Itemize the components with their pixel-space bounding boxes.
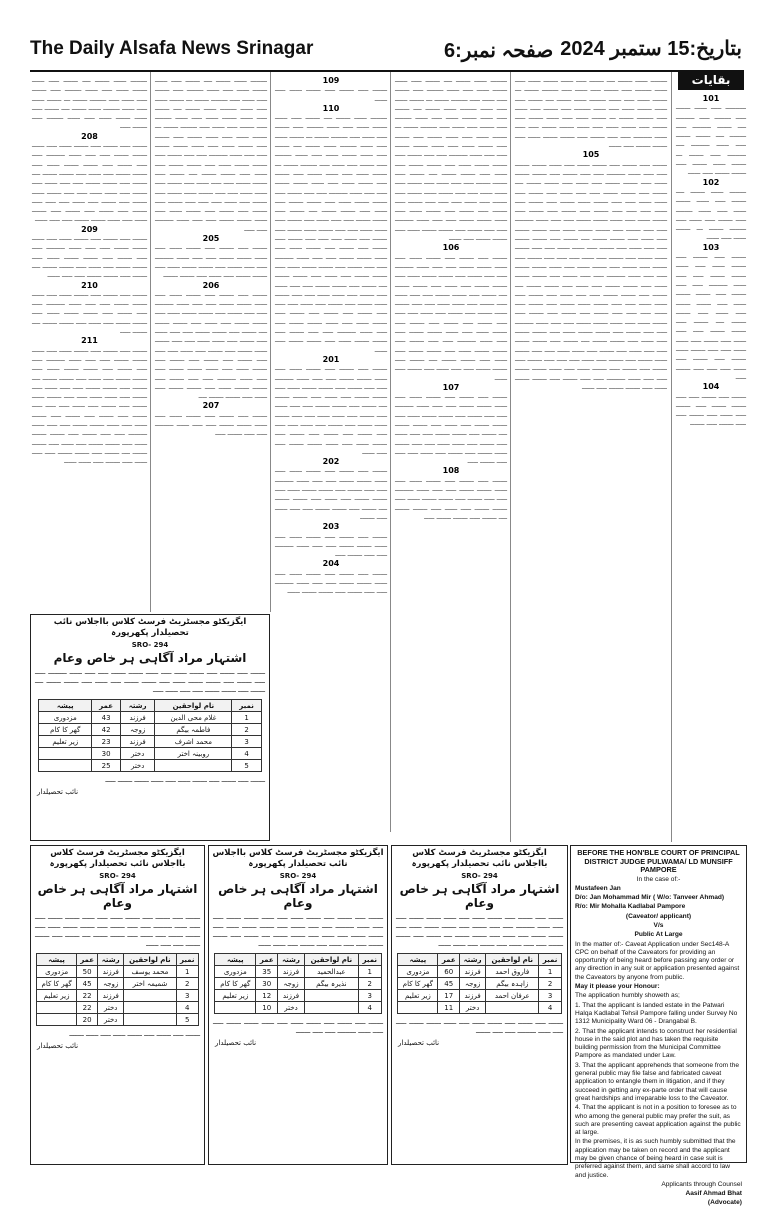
table-cell: 4	[232, 748, 262, 760]
table-row	[39, 724, 262, 736]
notice-footer: ـــــــ ـــــ ـــــــ ـــــ ـــــــ ــــــ ـــــ ــــــ ـــــــ ـــــــ ـــــ ـــــ ــــــ ـــــــــ ـــــ ـــــ ـــــــ	[213, 1018, 383, 1035]
table-cell: 3	[232, 736, 262, 748]
article-number: 109	[322, 76, 340, 85]
notice-footer: ـــــــ ـــــ ـــــــ ـــــ ـــــــ ــــــ ـــــ ــــــ ـــــــ ـــــــ ـــــ ـــــ ــــــ ـــــــــ ـــــ ـــــ ـــــــ	[396, 1018, 563, 1035]
table-cell	[398, 1002, 438, 1014]
legal-notice	[30, 614, 270, 841]
issue-date: بتاریخ:15 ستمبر 2024	[560, 38, 742, 60]
table-row	[39, 736, 262, 748]
article-number: 201	[322, 354, 340, 364]
article-text: ــــــــ ــــــ ـــــــ ــــ ـــــــ ـــــ ــــــ ـــــــ ــــــ ـــــ ــــــ ــــــــ ـــــ ـــــــ ـــــ ــــــ ـــــ ــــــــ ـــــــ ـــ ـــــــ ــــــ ـــــ ــــــ ــــــــ ــــــ ـــــــ ــــ ـــــــ ـــــ ــــــ ـــــــ ــــــ ـــــ ــــــ ــــــــ ـــــ ـــــــ ـــــ ــــــ ـــــ ــــــــ ـــــــ ـــ ـــــــ ــــــ ـــــ ــــــ ـــــــ ـــــ ـــــــ ـــــ ـــــــ ــــــ ـــــ ــــــ ـــــــ ـــــــ ـــــ ـــــ ــــــ ـــــــــ ـــــ ـــــ ـــــــ ـــــ ـــــــ ـــــــ ــــــ ـــــ ـــــــ ـــــــ ـــــ ــــــ ـــــ ـــــــ ـــــــ ــــ ـــــــ ـــــ ـــــــ ـــــــ ـــــ ـــــ ــــــ ـــــ ـــــــ ـــــ ــــــ ــــــ ـــــ ـــــ ـــــــ ــــــ ـــــــ ـــــ ـــــــ ـــــ ــــــ ـــــ ـــــ ـــــ ـــــــ ـــــ ـــــــ ـــــ ـــــــ ـــــ ـــــــ ــــــ ـــــ ــــــ ـــــــ ـــــــ ـــــ ـــــ ــــــ ـــــــــ ـــــ ـــــ	[155, 76, 267, 233]
counsel-title: (Advocate)	[707, 1199, 742, 1207]
article-text: ـــــــ ـــــ ـــــــ ـــــ ـــــــ ــــــ ـــــ ــــــ ـــــــ ـــــــ ـــــ ـــــ ــــــ ـــــــــ ـــــ ـــــ ـــــــ ـــــ ـــــــ ـــــــ ــــــ ـــــ ـــــــ ـــــــ ـــــ ــــــ ـــــ ـــــــ ـــــــ ــــ ـــــــ ـــــ ـــــــ ـــــــ ـــــ ـــــ ــــــ	[32, 234, 147, 280]
article-text: ـــــــ ـــــ ـــــــ ـــــ ـــــــ ــــــ ـــــ ــــــ ـــــــ ـــــــ ـــــ ـــــ ــــــ ـــــــــ ـــــ ـــــ ـــــــ ـــــ ـــــــ ـــــــ ــــــ ـــــ ـــــــ ـــــــ ـــــ ــــــ ـــــ ـــــــ ـــــــ ــــ ـــــــ ـــــ ـــــــ ـــــــ ـــــ ـــــ ــــــ ـــــ ـــــــ ـــــ ــــــ ــــــ ـــــ ـــــ ـــــــ ــــــ ـــــــ ـــــ ـــــــ ـــــ ــــــ ـــــ ـــــ ـــــ ـــــــ ـــــ	[395, 392, 507, 466]
table-cell: فرزند	[460, 990, 486, 1002]
article-number: 104	[702, 382, 720, 392]
caveator-parent: D/o: Jan Mohammad Mir ( W/o: Tanveer Ahmad)	[575, 894, 725, 902]
section-tag: بقایات	[678, 70, 744, 90]
table-cell: 22	[76, 1002, 97, 1014]
table-cell	[304, 990, 358, 1002]
para-1: 1. That the applicant is landed estate in the Patwari Halqa Kadlabal Tehsil Pampore falling under Survey No 1312 Municipality Ward 06 - Drangabal B.	[575, 1001, 738, 1026]
table-cell: 35	[256, 966, 278, 978]
table-cell: گھر کا کام	[37, 978, 77, 990]
table-cell: مزدوری	[39, 712, 92, 724]
notice-header: ایگزیکٹو مجسٹریٹ فرسٹ کلاس بااجلاس نائب تحصیلدار پکھرپورہ	[411, 848, 548, 869]
table-row	[398, 978, 562, 990]
table-cell: 23	[92, 736, 121, 748]
caveator-role: (Caveator/ applicant)	[625, 912, 692, 920]
table-cell: شمیمہ اختر	[124, 978, 177, 990]
table-cell	[124, 1002, 177, 1014]
col-header: پیشہ	[215, 954, 256, 966]
col-header: عمر	[438, 954, 460, 966]
col-header: عمر	[92, 700, 121, 712]
col-header: نام لواحقین	[124, 954, 177, 966]
table-cell: گھر کا کام	[398, 978, 438, 990]
table-cell	[37, 1014, 77, 1026]
notice-signature: نائب تحصیلدار	[215, 1039, 257, 1047]
article-number: 203	[322, 522, 340, 532]
table-cell: 5	[232, 760, 262, 772]
notice-body: ـــــــ ـــــ ـــــــ ـــــ ـــــــ ــــــ ـــــ ــــــ ـــــــ ـــــــ ـــــ ـــــ ــــــ ـــــــــ ـــــ ـــــ ـــــــ ـــــ ـــــــ ـــــــ ــــــ ـــــ ـــــــ ـــــــ ـــــ ــــــ ـــــ ـــــــ ـــــــ ــــ ـــــــ ـــــ ـــــــ ـــــــ ـــــ ـــــ ــــــ	[35, 913, 200, 948]
article-text: ـــــــ ـــــ ـــــــ ـــــ ـــــــ ــــــ ـــــ ــــــ	[275, 85, 387, 103]
notice-signature: نائب تحصیلدار	[37, 788, 79, 796]
table-cell: 2	[539, 978, 561, 990]
table-row	[215, 978, 381, 990]
prayer: In the premises, it is as such humbly submitted that the application may be taken on record and the applicant may be given chance of being heard in case suit is preferred against them, and same shall accord to law and justice.	[575, 1138, 736, 1179]
table-cell: فرزند	[278, 966, 305, 978]
heirs-table	[397, 953, 562, 1014]
article-column-2	[515, 76, 667, 841]
caveator-address: R/o: Mir Mohalla Kadlabal Pampore	[575, 903, 686, 911]
table-cell: 60	[438, 966, 460, 978]
table-cell: عرفان احمد	[486, 990, 539, 1002]
notice-signature: نائب تحصیلدار	[37, 1042, 79, 1050]
notice-header: ایگزیکٹو مجسٹریٹ فرسٹ کلاس بااجلاس نائب تحصیلدار پکھرپورہ	[212, 848, 384, 869]
table-cell: نذیرہ بیگم	[304, 978, 358, 990]
legal-notice	[391, 845, 568, 1165]
matter: In the matter of:- Caveat Application under Sec148-A CPC on behalf of the Caveators for providing an opportunity of being heard before passing any order or any direction in any suit or application presented against the Caveators by anyone from public.	[575, 940, 740, 981]
notice-ref: SRO- 294	[131, 641, 169, 649]
notice-footer: ـــــــ ـــــ ـــــــ ـــــ ـــــــ ــــــ ـــــ ــــــ ـــــــ	[69, 1030, 200, 1038]
article-number: 206	[202, 280, 220, 290]
column-rule	[390, 72, 391, 832]
article-number: 105	[582, 150, 600, 160]
table-cell: فرزند	[120, 712, 155, 724]
article-number: 205	[202, 234, 220, 244]
table-cell: فرزند	[278, 990, 305, 1002]
table-cell: دختر	[278, 1002, 305, 1014]
article-text: ـــــــ ـــــ ـــــــ ـــــ ـــــــ ــــــ ـــــ ــــــ ـــــــ ـــــــ ـــــ ـــــ ــــــ ـــــــــ ـــــ ـــــ ـــــــ ـــــ ـــــــ ـــــــ ــــــ ـــــ ـــــــ ـــــــ ـــــ ــــــ ـــــ ـــــــ ـــــــ ــــ ـــــــ ـــــ	[32, 289, 147, 336]
table-cell: 1	[539, 966, 561, 978]
table-cell: روبینہ اختر	[155, 748, 232, 760]
table-cell: 45	[76, 978, 97, 990]
table-cell: دختر	[460, 1002, 486, 1014]
article-column-1	[676, 94, 746, 839]
versus: V/s	[653, 921, 664, 929]
col-header: نمبر	[539, 954, 561, 966]
table-cell: 30	[92, 748, 121, 760]
table-cell: 3	[358, 990, 381, 1002]
table-row	[37, 966, 199, 978]
table-row	[37, 1002, 199, 1014]
article-text: ـــــــ ـــــ ـــــــ ـــــ ـــــــ ــــــ ـــــ ــــــ ـــــــ ـــــــ ـــــ ـــــ ــــــ ـــــــــ ـــــ ـــــ ـــــــ ـــــ ـــــــ ـــــــ ــــــ ـــــ ـــــــ ـــــــ ـــــ ــــــ ـــــ ـــــــ ـــــــ ــــ ـــــــ ـــــ ـــــــ ـــــــ ـــــ ـــــ ــــــ ـــــ ـــــــ ـــــ ــــــ ــــــ ـــــ ـــــ ـــــــ ــــــ ـــــــ ـــــ ـــــــ ـــــ ــــــ ـــــ ـــــ ـــــ ـــــــ ـــــ ـــــــ ـــــ ـــــــ ـــــ ـــــــ ــــــ ـــــ ــــــ ـــــــ ـــــــ ـــــ ـــــ ــــــ ـــــــــ ـــــ ـــــ ـــــــ ـــــ ـــــــ ـــــــ ــــــ ـــــ ـــــــ ـــــــ ـــــ ــــــ ـــــ ـــــــ ـــــــ ــــ ـــــــ ـــــ ـــــــ ـــــــ ـــــ ـــــ ــــــ ـــــ ـــــــ ـــــ ــــــ	[395, 252, 507, 382]
article-number: 211	[81, 336, 98, 346]
column-rule	[270, 72, 271, 612]
table-cell: 12	[256, 990, 278, 1002]
table-cell: 10	[256, 1002, 278, 1014]
table-row	[398, 990, 562, 1002]
table-cell: فرزند	[460, 966, 486, 978]
caveator-name: Mustafeen Jan	[575, 884, 621, 892]
para-4: 4. That the applicant is not in a position to foresee as to who among the general public may prefer the suit, as such are presenting caveat application against the public at large.	[575, 1104, 741, 1137]
legal-notice	[208, 845, 388, 1165]
table-cell: غلام محی الدین	[155, 712, 232, 724]
notice-body: ـــــــ ـــــ ـــــــ ـــــ ـــــــ ــــــ ـــــ ــــــ ـــــــ ـــــــ ـــــ ـــــ ــــــ ـــــــــ ـــــ ـــــ ـــــــ ـــــ ـــــــ ـــــــ ــــــ ـــــ ـــــــ ـــــــ ـــــ ــــــ ـــــ ـــــــ ـــــــ ــــ ـــــــ ـــــ ـــــــ ـــــــ ـــــ ـــــ ــــــ ـــــ	[35, 668, 265, 694]
article-column-4	[275, 76, 387, 831]
table-row	[398, 966, 562, 978]
col-header: پیشہ	[37, 954, 77, 966]
table-cell: 4	[539, 1002, 561, 1014]
table-cell	[304, 1002, 358, 1014]
table-cell: 4	[176, 1002, 198, 1014]
article-text: ـــــــ ـــــ ـــــــ ـــــ ـــــــ ــــــ ـــــ ــــــ ـــــــ ـــــــ ـــــ ـــــ ــــــ ـــــــــ ـــــ ـــــ ـــــــ ـــــ ـــــــ ـــــــ ــــــ ـــــ ـــــــ ـــــــ ـــــ ــــــ ـــــ ـــــــ ـــــــ ــــ ـــــــ ـــــ ـــــــ ـــــــ ـــــ ـــــ ــــــ ـــــ ـــــــ ـــــ ــــــ ــــــ ـــــ ـــــ ـــــــ ــــــ ـــــــ ـــــ ـــــــ ـــــ ــــــ ـــــ ـــــ ـــــ ـــــــ ـــــ ـــــــ ـــــ ـــــــ ـــــ ـــــــ ــــــ ـــــ ــــــ ـــــــ ـــــــ ـــــ ـــــ ــــــ	[275, 364, 387, 456]
article-text: ـــــــ ـــــ ـــــــ ـــــ ـــــــ ــــــ ـــــ ــــــ ـــــــ ـــــــ ـــــ ـــــ ــــــ ـــــــــ ـــــ ـــــ ـــــــ ـــــ ـــــــ ـــــــ ــــــ ـــــ ـــــــ ـــــــ ـــــ ــــــ ـــــ ـــــــ ـــــــ ــــ ـــــــ ـــــ ـــــــ ـــــــ ـــــ ـــــ ــــــ ـــــ ـــــــ ـــــ ــــــ ــــــ ـــــ ـــــ ـــــــ ــــــ ـــــــ ـــــ ـــــــ ـــــ ــــــ ـــــ ـــــ ـــــ ـــــــ ـــــ ـــــــ ـــــ ـــــــ ـــــ ـــــــ ــــــ ـــــ ــــــ ـــــــ ـــــــ ـــــ ـــــ ــــــ ـــــــــ ـــــ ـــــ ـــــــ ـــــ ـــــــ ـــــــ ــــــ ـــــ ـــــــ ـــــــ ـــــ ــــــ ـــــ ـــــــ ـــــــ ــــ ـــــــ ـــــ ـــــــ ـــــــ ـــــ ـــــ ــــــ ـــــ ـــــــ ـــــ ــــــ ــــــ ـــــ ـــــ ـــــــ ــــــ ـــــــ ـــــ ـــــــ ـــــ ــــــ ـــــ ـــــ ـــــ ـــــــ ـــــ ـــــــ ـــــ ـــــــ ـــــ ـــــــ ــــــ ـــــ ــــــ ـــــــ ـــــــ ـــــ ـــــ ــــــ ـــــــــ ـــــ ـــــ ـــــــ ـــــ ـــــــ ـــــــ ــــــ ـــــ ـــــــ ـــــــ ـــــ ــــــ ـــــ ـــــــ ـــــــ ــــ ـــــــ ـــــ ـــــــ ـــــــ ـــــ ـــــ ــــــ ـــــ ـــــــ ـــــ ــــــ ــــــ ـــــ ـــــ ـــــــ ــــــ ـــــــ ـــــ ـــــــ ـــــ ــــــ ـــــ ـــــ ـــــ ـــــــ ـــــ ـــــــ ـــــ ـــــــ ـــــ ـــــــ ــــــ ـــــ ــــــ ـــــــ ـــــــ ـــــ ـــــ ــــــ ـــــــــ ـــــ ـــــ ـــــــ ـــــ ـــــــ ـــــــ ــــــ ـــــ ـــــــ ـــــــ ـــــ ــــــ ـــــ ـــــــ ـــــــ ــــ ـــــــ ـــــ ـــــــ ـــــــ ـــــ ـــــ ــــــ ـــــ ـــــــ ـــــ ــــــ ــــــ ـــــ ـــــ ـــــــ ــــــ ـــــــ ـــــ ـــــــ ـــــ ــــــ ـــــ ـــــ ـــــ ـــــــ ـــــ ـــــــ ـــــ ـــــــ ـــــ ـــــــ ــــــ ـــــ ــــــ ـــــــ ـــــــ ـــــ ـــــ ــــــ ـــــــــ ـــــ ـــــ ـــــــ ـــــ ـــــــ ـــــــ ــــــ ـــــ ـــــــ ـــــــ ـــــ ــــــ	[515, 159, 667, 391]
article-text: ـــــــ ـــــ ـــــــ ـــــ ـــــــ ــــــ ـــــ ــــــ ـــــــ ـــــــ ـــــ ـــــ ــــــ ـــــــــ ـــــ ـــــ ـــــــ ـــــ ـــــــ ـــــــ ــــــ ـــــ ـــــــ ـــــــ ـــــ ــــــ ـــــ ـــــــ ـــــــ ــــ ـــــــ ـــــ ـــــــ ـــــــ ـــــ ـــــ ــــــ ـــــ ـــــــ ـــــ ــــــ ــــــ ـــــ ـــــ ـــــــ ــــــ ـــــــ ـــــ ـــــــ ـــــ ــــــ ـــــ ـــــ ـــــ ـــــــ ـــــ ـــــــ ـــــ ـــــــ ـــــ ـــــــ ــــــ ـــــ ــــــ ـــــــ ـــــــ ـــــ ـــــ ــــــ	[32, 141, 147, 224]
table-row	[37, 1014, 199, 1026]
table-cell: 42	[92, 724, 121, 736]
article-text: ـــــــ ـــــ ـــــــ ـــــ ـــــــ ــــــ ـــــ ــــــ ـــــــ ـــــــ ـــــ ـــــ ــــــ ـــــــــ ـــــ ـــــ ـــــــ ـــــ ـــــــ ـــــــ ــــــ ـــــ ـــــــ ـــــــ ـــــ ــــــ ـــــ ـــــــ ـــــــ ــــ ـــــــ ـــــ ـــــــ ـــــــ ـــــ	[395, 475, 507, 521]
table-row	[39, 748, 262, 760]
article-text: ـــــــ ـــــ ـــــــ ـــــ ـــــ ـــــــ ـــــــ ـــــ ـــــــ ـــــ ــــــ ـــــ ـــــــ ـــــ ـــــ ـــــــ ـــــ ـــــــ	[676, 391, 746, 428]
table-cell: فرزند	[98, 966, 124, 978]
table-cell	[124, 1014, 177, 1026]
heirs-table	[38, 699, 262, 772]
col-header: نمبر	[232, 700, 262, 712]
table-row	[398, 1002, 562, 1014]
table-row	[37, 978, 199, 990]
table-cell: زوجہ	[278, 978, 305, 990]
table-cell: 2	[232, 724, 262, 736]
table-cell	[124, 990, 177, 1002]
col-header: نام لواحقین	[304, 954, 358, 966]
article-text: ـــــــ ـــــ ـــــــ ـــــ ـــــــ ــــــ ـــــ ــــــ ـــــــ ـــــــ ـــــ ـــــ ــــــ ـــــــــ ـــــ ـــــ ـــــــ ـــــ	[275, 531, 387, 559]
article-text: ـــــــ ـــــ ـــــــ ـــــ ـــــــ ــــــ ـــــ ــــــ ـــــــ ـــــــ ـــــ ـــــ ــــــ ـــــــــ ـــــ ـــــ ـــــــ ـــــ ـــــــ ـــــــ ــــــ ـــــ ـــــــ ـــــــ ـــــ ــــــ ـــــ ـــــــ ـــــــ ــــ ـــــــ ـــــ ـــــــ ـــــــ ـــــ ـــــ ــــــ ـــــ ـــــــ ـــــ ــــــ ــــــ ـــــ ـــــ ـــــــ ــــــ ـــــــ ـــــ ـــــــ ـــــ ــــــ ـــــ ـــــ ـــــ ـــــــ ـــــ	[676, 252, 746, 381]
table-cell	[155, 760, 232, 772]
notice-title: اشتہار مراد آگاہی ہر خاص وعام	[399, 882, 560, 910]
notice-body: ـــــــ ـــــ ـــــــ ـــــ ـــــــ ــــــ ـــــ ــــــ ـــــــ ـــــــ ـــــ ـــــ ــــــ ـــــــــ ـــــ ـــــ ـــــــ ـــــ ـــــــ ـــــــ ــــــ ـــــ ـــــــ ـــــــ ـــــ ــــــ ـــــ ـــــــ ـــــــ ــــ ـــــــ ـــــ ـــــــ ـــــــ ـــــ ـــــ ــــــ ـــــ ـــــــ ـــــ ــــــ ــــــ	[396, 913, 563, 948]
article-number: 202	[322, 457, 340, 467]
col-header: نمبر	[358, 954, 381, 966]
table-cell: فرزند	[120, 736, 155, 748]
table-cell: دختر	[120, 748, 155, 760]
table-cell	[215, 1002, 256, 1014]
table-cell: 17	[438, 990, 460, 1002]
table-cell: 1	[232, 712, 262, 724]
table-cell: زاہدہ بیگم	[486, 978, 539, 990]
table-cell: 1	[176, 966, 198, 978]
notice-title: اشتہار مراد آگاہی ہر خاص وعام	[218, 882, 378, 910]
article-number: 108	[442, 466, 460, 476]
notice-footer: ـــــــ ـــــ ـــــــ ـــــ ـــــــ ــــــ ـــــ ــــــ ـــــــ ـــــــ ـــــ	[105, 776, 265, 784]
notice-header: ایگزیکٹو مجسٹریٹ فرسٹ کلاس بااجلاس نائب تحصیلدار پکھرپورہ	[53, 617, 247, 638]
table-row	[39, 760, 262, 772]
table-cell: 2	[358, 978, 381, 990]
table-cell	[486, 1002, 539, 1014]
article-number: 208	[81, 131, 98, 141]
table-cell: 25	[92, 760, 121, 772]
table-cell: 2	[176, 978, 198, 990]
article-number: 107	[442, 382, 460, 392]
article-text: ــــــــ ــــــ ـــــــ ــــ ـــــــ ـــــ ــــــ ـــــــ ــــــ ـــــ ــــــ ــــــــ ـــــ ـــــــ ـــــ ــــــ ـــــ ــــــــ ـــــــ ـــ ـــــــ ــــــ ـــــ ــــــ ــــــــ ــــــ ـــــــ ــــ ـــــــ ـــــ ــــــ ـــــــ ــــــ ـــــ ــــــ ــــــــ ـــــ ـــــــ ـــــ ــــــ ـــــ ــــــــ ـــــــ ـــ ـــــــ ــــــ ـــــ ــــــ ـــــــ ـــــ ـــــــ ـــــ ـــــــ ــــــ ـــــ ــــــ ـــــــ ـــــــ ـــــ ـــــ ــــــ ـــــــــ ـــــ ـــــ ـــــــ ـــــ ـــــــ ـــــــ ــــــ ـــــ ـــــــ ـــــــ ـــــ ــــــ	[515, 76, 667, 150]
article-column-6	[32, 76, 147, 611]
notice-title: اشتہار مراد آگاہی ہر خاص وعام	[37, 882, 198, 910]
table-cell: 43	[92, 712, 121, 724]
article-text: ــــــــ ــــــ ـــــــ ــــ ـــــــ ـــــ ــــــ ـــــــ ــــــ ـــــ ــــــ ــــــــ ـــــ ـــــــ ـــــ ــــــ ـــــ ــــــــ ـــــــ ـــ ـــــــ ــــــ ـــــ ــــــ ــــــــ ــــــ ـــــــ ــــ ـــــــ ـــــ ــــــ ـــــــ ــــــ ـــــ ــــــ ــــــــ ـــــ ـــــــ ـــــ	[32, 76, 147, 131]
table-cell: 11	[438, 1002, 460, 1014]
masthead	[30, 30, 742, 72]
table-cell: 3	[176, 990, 198, 1002]
table-row	[37, 990, 199, 1002]
article-number: 209	[81, 224, 98, 234]
table-cell: فاطمہ بیگم	[155, 724, 232, 736]
article-text: ـــــــ ـــــ ـــــــ ـــــ ـــــــ ــــــ ـــــ ــــــ ـــــــ ـــــــ ـــــ ـــــ ــــــ ـــــــــ ـــــ ـــــ ـــــــ ـــــ	[155, 410, 267, 438]
table-cell: گھر کا کام	[215, 978, 256, 990]
article-text: ـــــــ ـــــ ـــــــ ـــــ ـــــــ ــــــ ـــــ ــــــ ـــــــ ـــــــ ـــــ ـــــ ــــــ ـــــــــ ـــــ ـــــ ـــــــ ـــــ ـــــــ ـــــــ ــــــ ـــــ ـــــــ ـــــــ ـــــ ــــــ ـــــ ـــــــ ـــــــ ــــ ـــــــ ـــــ ـــــــ ـــــــ ـــــ ـــــ ــــــ ـــــ ـــــــ	[275, 466, 387, 521]
respondent: Public At Large	[634, 931, 683, 939]
table-cell: مزدوری	[215, 966, 256, 978]
table-cell: دختر	[98, 1014, 124, 1026]
article-text: ـــــــ ـــــ ـــــــ ـــــ ـــــــ ــــــ ـــــ ــــــ ـــــــ ـــــــ ـــــ ـــــ ــــــ ـــــــــ ـــــ ـــــ ـــــــ ـــــ ـــــــ ـــــــ ــــــ ـــــ ـــــــ ـــــــ ـــــ ــــــ ـــــ ـــــــ ـــــــ ــــ ـــــــ ـــــ ـــــــ ـــــــ ـــــ ـــــ ــــــ ـــــ ـــــــ ـــــ ــــــ ــــــ ـــــ ـــــ ـــــــ ــــــ ـــــــ ـــــ ـــــــ ـــــ ــــــ ـــــ ـــــ ـــــ ـــــــ ـــــ ـــــــ ـــــ ـــــــ ـــــ ـــــــ ــــــ ـــــ ــــــ ـــــــ ـــــــ ـــــ ـــــ ــــــ ـــــــــ ـــــ ـــــ ـــــــ ـــــ ـــــــ ـــــــ ــــــ ـــــ ـــــــ ـــــــ ـــــ ــــــ ـــــ ـــــــ ـــــــ ــــ	[155, 289, 267, 401]
article-number: 110	[322, 103, 340, 113]
col-header: رشتہ	[460, 954, 486, 966]
case-intro: In the case of:-	[636, 875, 681, 883]
article-text: ــــــــ ــــــ ـــــــ ــــ ـــــــ ـــــ ــــــ ـــــــ ــــــ ـــــ ــــــ ــــــــ ـــــ ـــــــ ـــــ ــــــ ـــــ ــــــــ ـــــــ ـــ ـــــــ ــــــ ـــــ ــــــ ــــــــ ــــــ ـــــــ ــــ ـــــــ ـــــ ــــــ ـــــــ ــــــ ـــــ ــــــ ــــــــ ـــــ ـــــــ ـــــ ــــــ ـــــ ــــــــ ـــــــ ـــ ـــــــ ــــــ ـــــ ــــــ ـــــــ ـــــ ـــــــ ـــــ ـــــــ ــــــ ـــــ ــــــ ـــــــ ـــــــ ـــــ ـــــ ــــــ ـــــــــ ـــــ ـــــ ـــــــ ـــــ ـــــــ ـــــــ ــــــ ـــــ ـــــــ ـــــــ ـــــ ــــــ ـــــ ـــــــ ـــــــ ــــ ـــــــ ـــــ ـــــــ ـــــــ ـــــ ـــــ ــــــ ـــــ ـــــــ ـــــ ــــــ ــــــ ـــــ ـــــ ـــــــ ــــــ ـــــــ ـــــ ـــــــ ـــــ ــــــ ـــــ ـــــ ـــــ ـــــــ ـــــ ـــــــ ـــــ ـــــــ ـــــ ـــــــ ــــــ ـــــ ــــــ ـــــــ ـــــــ ـــــ ـــــ ــــــ ـــــــــ ـــــ ـــــ ـــــــ ـــــ ـــــــ ـــــــ ــــــ ـــــ ـــــــ ـــــــ ـــــ ــــــ	[395, 76, 507, 243]
article-column-5	[155, 76, 267, 611]
plea-intro: The application humbly showeth as;	[575, 992, 680, 1000]
col-header: نمبر	[176, 954, 198, 966]
table-cell: 1	[358, 966, 381, 978]
para-2: 2. That the applicant intends to construct her residential house in the said plot and has taken the requisite building permission from the Municipal Committee Pampore as mandated under Law.	[575, 1027, 737, 1060]
table-cell: محمد یوسف	[124, 966, 177, 978]
table-cell: 22	[76, 990, 97, 1002]
article-text: ـــــــ ـــــ ـــــــ ـــــ ـــــــ ــــــ ـــــ ــــــ ـــــــ ـــــــ ـــــ ـــــ ــــــ ـــــــــ ـــــ ـــــ ـــــــ ـــــ ـــــــ ـــــــ ــــــ	[275, 568, 387, 596]
article-number: 106	[442, 243, 460, 253]
table-cell: 5	[176, 1014, 198, 1026]
plea: May it please your Honour:	[575, 983, 660, 991]
article-number: 210	[81, 280, 98, 290]
notice-body: ـــــــ ـــــ ـــــــ ـــــ ـــــــ ــــــ ـــــ ــــــ ـــــــ ـــــــ ـــــ ـــــ ــــــ ـــــــــ ـــــ ـــــ ـــــــ ـــــ ـــــــ ـــــــ ــــــ ـــــ ـــــــ ـــــــ ـــــ ــــــ ـــــ ـــــــ ـــــــ ــــ ـــــــ ـــــ ـــــــ ـــــــ ـــــ ـــــ ــــــ ـــــ ـــــــ ـــــ ــــــ ــــــ	[213, 913, 383, 948]
article-number: 207	[202, 401, 220, 411]
legal-notice	[30, 845, 205, 1165]
table-cell: 3	[539, 990, 561, 1002]
table-cell: زوجہ	[460, 978, 486, 990]
article-text: ــــــــ ــــــ ـــــــ ــــ ـــــــ ـــــ ــــــ ـــــــ ــــــ ـــــ ــــــ ــــــــ ـــــ ـــــــ ـــــ ــــــ ـــــ ــــــــ ـــــــ ـــ ـــــــ ــــــ ـــــ ــــــ	[676, 186, 746, 242]
table-cell: زوجہ	[120, 724, 155, 736]
table-cell: زیر تعلیم	[37, 990, 77, 1002]
heirs-table	[36, 953, 199, 1026]
col-header: عمر	[76, 954, 97, 966]
table-cell: گھر کا کام	[39, 724, 92, 736]
article-number: 101	[702, 94, 720, 103]
table-cell: 30	[256, 978, 278, 990]
notice-ref: SRO- 294	[99, 872, 136, 880]
col-header: عمر	[256, 954, 278, 966]
page-number: صفحہ نمبر:6	[444, 40, 554, 62]
article-text: ـــــــ ـــــ ـــــــ ـــــ ـــــــ ــــــ ـــــ ــــــ ـــــــ ـــــــ ـــــ ـــــ ــــــ ـــــــــ ـــــ ـــــ ـــــــ ـــــ ـــــــ ـــــــ ــــــ ـــــ ـــــــ ـــــــ ـــــ ــــــ ـــــ ـــــــ ـــــــ	[155, 243, 267, 280]
notice-ref: SRO- 294	[279, 872, 317, 880]
table-cell: فرزند	[98, 990, 124, 1002]
table-cell: مزدوری	[398, 966, 438, 978]
table-cell: زیر تعلیم	[398, 990, 438, 1002]
notice-ref: SRO- 294	[461, 872, 498, 880]
through-counsel: Applicants through Counsel	[661, 1180, 742, 1188]
table-cell: زیر تعلیم	[39, 736, 92, 748]
table-row	[215, 990, 381, 1002]
col-header: رشتہ	[278, 954, 305, 966]
column-rule	[510, 72, 511, 842]
table-cell: زیر تعلیم	[215, 990, 256, 1002]
notice-title: اشتہار مراد آگاہی ہر خاص وعام	[53, 651, 247, 665]
column-rule	[671, 72, 672, 842]
table-cell	[39, 748, 92, 760]
table-row	[39, 712, 262, 724]
table-cell: دختر	[98, 1002, 124, 1014]
counsel-name: Aasif Ahmad Bhat	[685, 1190, 742, 1198]
col-header: پیشہ	[39, 700, 92, 712]
col-header: رشتہ	[98, 954, 124, 966]
table-cell: 50	[76, 966, 97, 978]
court-caveat-notice	[570, 845, 747, 1207]
article-text: ـــــــ ـــــ ـــــــ ـــــ ـــــــ ــــــ ـــــ ــــــ ـــــــ ـــــــ ـــــ ـــــ ــــــ ـــــــــ ـــــ ـــــ ـــــــ ـــــ ـــــــ ـــــــ ــــــ ـــــ ـــــــ ـــــــ ـــــ ــــــ ـــــ ـــــــ ـــــــ ــــ ـــــــ ـــــ ـــــــ ـــــــ ـــــ ـــــ ــــــ ـــــ ـــــــ ـــــ ــــــ ــــــ ـــــ ـــــ ـــــــ ــــــ ـــــــ ـــــ ـــــــ ـــــ ــــــ ـــــ ـــــ ـــــ ـــــــ ـــــ ـــــــ ـــــ ـــــــ ـــــ ـــــــ ــــــ ـــــ ــــــ ـــــــ ـــــــ ـــــ ـــــ ــــــ ـــــــــ ـــــ ـــــ ـــــــ ـــــ ـــــــ ـــــــ ــــــ ـــــ ـــــــ ـــــــ ـــــ ــــــ ـــــ ـــــــ ـــــــ ــــ ـــــــ ـــــ ـــــــ ـــــــ ـــــ ـــــ ــــــ ـــــ ـــــــ ـــــ ــــــ ــــــ	[32, 345, 147, 466]
newspaper-title: The Daily Alsafa News Srinagar	[30, 38, 314, 59]
table-cell: 4	[358, 1002, 381, 1014]
table-cell: مزدوری	[37, 966, 77, 978]
table-cell: زوجہ	[98, 978, 124, 990]
col-header: پیشہ	[398, 954, 438, 966]
article-text: ــــــــ ــــــ ـــــــ ــــ ـــــــ ـــــ ــــــ ـــــــ ــــــ ـــــ ــــــ ــــــــ ـــــ ـــــــ ـــــ ــــــ ـــــ ــــــــ ـــــــ ـــ ـــــــ ــــــ ـــــ ــــــ ــــــــ ــــــ ـــــــ ــــ ـــــــ ـــــ ــــــ ـــــــ ــــــ ـــــ ــــــ ــــــــ ـــــ ـــــــ ـــــ ــــــ ـــــ ــــــــ ـــــــ ـــ ـــــــ ــــــ ـــــ ــــــ ـــــــ ـــــ ـــــــ ـــــ ـــــــ ــــــ ـــــ ــــــ ـــــــ ـــــــ ـــــ ـــــ ــــــ ـــــــــ ـــــ ـــــ ـــــــ ـــــ ـــــــ ـــــــ ــــــ ـــــ ـــــــ ـــــــ ـــــ ــــــ ـــــ ـــــــ ـــــــ ــــ ـــــــ ـــــ ـــــــ ـــــــ ـــــ ـــــ ــــــ ـــــ ـــــــ ـــــ ــــــ ــــــ ـــــ ـــــ ـــــــ ــــــ ـــــــ ـــــ ـــــــ ـــــ ــــــ ـــــ ـــــ ـــــ ـــــــ ـــــ ـــــــ ـــــ ـــــــ ـــــ ـــــــ ــــــ ـــــ ــــــ ـــــــ ـــــــ ـــــ ـــــ ــــــ ـــــــــ ـــــ ـــــ ـــــــ ـــــ ـــــــ ـــــــ ــــــ ـــــ ـــــــ ـــــــ ـــــ ــــــ ـــــ ـــــــ ـــــــ ــــ ـــــــ ـــــ ـــــــ ـــــــ ـــــ ـــــ ــــــ ـــــ ـــــــ ـــــ ــــــ ــــــ ـــــ ـــــ ـــــــ ــــــ ـــــــ ـــــ ـــــــ ـــــ ــــــ ـــــ ـــــ ـــــ ـــــــ ـــــ ـــــــ ـــــ ـــــــ ـــــ ـــــــ ــــــ ـــــ ــــــ ـــــــ ـــــــ ـــــ ـــــ ــــــ ـــــــــ ـــــ ـــــ ـــــــ ـــــ ـــــــ ـــــــ ــــــ ـــــ ـــــــ ـــــــ ـــــ ــــــ	[275, 113, 387, 354]
notice-header: ایگزیکٹو مجسٹریٹ فرسٹ کلاس بااجلاس نائب تحصیلدار پکھرپورہ	[49, 848, 186, 869]
col-header: نام لواحقین	[486, 954, 539, 966]
col-header: رشتہ	[120, 700, 155, 712]
article-column-3	[395, 76, 507, 831]
article-number: 102	[702, 177, 720, 187]
article-number: 103	[702, 242, 720, 252]
court-heading: BEFORE THE HON'BLE COURT OF PRINCIPAL DISTRICT JUDGE PULWAMA/ LD MUNSIFF PAMPORE	[577, 848, 740, 874]
table-cell: دختر	[120, 760, 155, 772]
col-header: نام لواحقین	[155, 700, 232, 712]
table-row	[215, 966, 381, 978]
notice-signature: نائب تحصیلدار	[398, 1039, 440, 1047]
table-cell: فاروق احمد	[486, 966, 539, 978]
table-cell: 20	[76, 1014, 97, 1026]
column-rule	[150, 72, 151, 612]
table-row	[215, 1002, 381, 1014]
table-cell: محمد اشرف	[155, 736, 232, 748]
article-number: 204	[322, 559, 340, 569]
table-cell: 45	[438, 978, 460, 990]
table-cell: عبدالحمید	[304, 966, 358, 978]
heirs-table	[214, 953, 381, 1014]
para-3: 3. That the applicant apprehends that someone from the general public may file false and fabricated caveat application to entangle them in litigation, and if they succeed in getting any ex-parte order that will cause great hardships and irreparable loss to the Caveator.	[575, 1061, 740, 1102]
article-text: ــــــــــ ـــــ ــــــ ـــــــ ـــــ ــــــــ ـــــ ـــــــــ ــــ ـــــــ ـــــــــ ـــــ ــــــــ ــــ ـــــــ ـــــــ ـــــ ــــــ ـــــــــ ــــ ـــــــــ ـــــ ـــــــ ـــ ـــــــ ــــــ ـــــــ ـــــ ـــــــ ـــــــ ـــــ ــــــ	[676, 103, 746, 177]
table-cell	[37, 1002, 77, 1014]
table-cell	[39, 760, 92, 772]
